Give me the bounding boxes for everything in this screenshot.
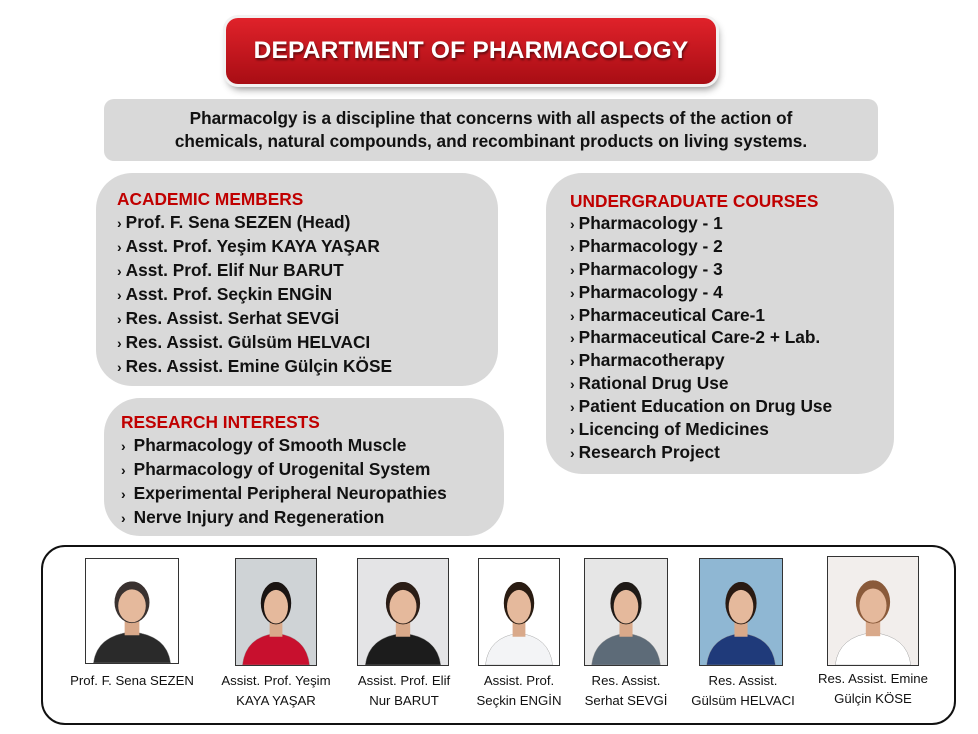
- list-item: [570, 305, 894, 328]
- list-item: [117, 355, 498, 379]
- list-item: [570, 327, 894, 350]
- list-item: [117, 307, 498, 331]
- portrait-image: [700, 559, 782, 665]
- course-name: Licencing of Medicines: [578, 419, 769, 440]
- staff-caption: [566, 671, 686, 711]
- bullet-icon: ›: [121, 510, 126, 526]
- bullet-icon: ›: [570, 399, 575, 416]
- portrait-image: [236, 559, 316, 665]
- portrait-image: [828, 557, 918, 665]
- list-item: [121, 458, 504, 482]
- member-name: Res. Assist. Gülsüm HELVACI: [125, 332, 371, 352]
- list-item: [117, 235, 498, 259]
- research-topic: Nerve Injury and Regeneration: [133, 507, 385, 527]
- staff-photo-gallery: [41, 545, 956, 725]
- research-topic: Experimental Peripheral Neuropathies: [133, 483, 447, 503]
- caption-line-2: Gülsüm HELVACI: [691, 693, 795, 708]
- list-item: [570, 282, 894, 305]
- bullet-icon: ›: [117, 287, 122, 303]
- list-item: [117, 283, 498, 307]
- list-item: [117, 331, 498, 355]
- research-topic: Pharmacology of Urogenital System: [133, 459, 431, 479]
- staff-photo: [584, 558, 668, 666]
- staff-caption: [808, 669, 938, 709]
- staff-caption: [681, 671, 805, 711]
- undergraduate-courses-card: [546, 173, 894, 474]
- academic-members-list: [117, 211, 498, 379]
- page-title: DEPARTMENT OF PHARMACOLOGY: [253, 37, 689, 64]
- portrait-image: [86, 559, 178, 663]
- course-name: Pharmacotherapy: [578, 350, 725, 371]
- bullet-icon: ›: [570, 444, 575, 461]
- caption-line-1: Assist. Prof. Yeşim: [221, 673, 331, 688]
- bullet-icon: ›: [117, 335, 122, 351]
- list-item: [570, 396, 894, 419]
- staff-caption: [339, 671, 469, 711]
- member-name: Asst. Prof. Seçkin ENGİN: [125, 284, 333, 304]
- bullet-icon: ›: [121, 486, 126, 502]
- caption-line-2: Gülçin KÖSE: [834, 691, 912, 706]
- course-name: Pharmacology - 4: [578, 281, 723, 302]
- bullet-icon: ›: [570, 376, 575, 393]
- academic-members-card: [96, 173, 498, 386]
- staff-photo: [827, 556, 919, 666]
- member-name: Asst. Prof. Elif Nur BARUT: [125, 260, 344, 280]
- bullet-icon: ›: [121, 438, 126, 454]
- caption-line-2: KAYA YAŞAR: [236, 693, 316, 708]
- bullet-icon: ›: [570, 238, 575, 255]
- academic-members-heading: ACADEMIC MEMBERS: [117, 189, 304, 209]
- caption-line-1: Res. Assist.: [591, 673, 661, 688]
- course-name: Pharmacology - 1: [578, 212, 723, 233]
- bullet-icon: ›: [117, 359, 122, 375]
- bullet-icon: ›: [570, 261, 575, 278]
- list-item: [570, 419, 894, 442]
- title-banner: [226, 18, 716, 84]
- list-item: [570, 236, 894, 259]
- caption-line-1: Res. Assist.: [708, 673, 778, 688]
- course-name: Pharmacology - 3: [578, 258, 723, 279]
- staff-photo: [357, 558, 449, 666]
- course-name: Pharmaceutical Care-1: [578, 304, 766, 325]
- course-name: Patient Education on Drug Use: [578, 396, 833, 417]
- course-name: Rational Drug Use: [578, 373, 729, 394]
- member-name: Res. Assist. Serhat SEVGİ: [125, 308, 340, 328]
- research-interests-card: [104, 398, 504, 536]
- bullet-icon: ›: [570, 422, 575, 439]
- staff-photo: [478, 558, 560, 666]
- research-topic: Pharmacology of Smooth Muscle: [133, 435, 407, 455]
- bullet-icon: ›: [570, 215, 575, 232]
- list-item: [570, 213, 894, 236]
- undergraduate-courses-heading: UNDERGRADUATE COURSES: [570, 191, 819, 211]
- caption-line-1: Assist. Prof. Elif: [357, 673, 451, 688]
- bullet-icon: ›: [117, 215, 122, 231]
- course-name: Research Project: [578, 441, 720, 462]
- list-item: [570, 373, 894, 396]
- list-item: [117, 259, 498, 283]
- member-name: Prof. F. Sena SEZEN (Head): [125, 212, 351, 232]
- intro-line-2: chemicals, natural compounds, and recombinant products on living systems.: [174, 131, 808, 151]
- caption-line-2: Seçkin ENGİN: [476, 693, 562, 708]
- intro-line-1: Pharmacolgy is a discipline that concerns with all aspects of the action of: [189, 108, 793, 128]
- list-item: [121, 506, 504, 530]
- list-item: [570, 350, 894, 373]
- caption-line-2: Serhat SEVGİ: [584, 693, 668, 708]
- staff-photo: [699, 558, 783, 666]
- list-item: [570, 442, 894, 465]
- list-item: [121, 434, 504, 458]
- bullet-icon: ›: [117, 239, 122, 255]
- bullet-icon: ›: [570, 353, 575, 370]
- course-name: Pharmaceutical Care-2 + Lab.: [578, 327, 821, 348]
- staff-caption: [206, 671, 346, 711]
- staff-caption: [459, 671, 579, 711]
- bullet-icon: ›: [121, 462, 126, 478]
- list-item: [121, 482, 504, 506]
- course-name: Pharmacology - 2: [578, 235, 723, 256]
- caption-line-1: Assist. Prof.: [483, 673, 555, 688]
- research-interests-heading: RESEARCH INTERESTS: [121, 412, 320, 432]
- research-interests-list: [121, 434, 504, 530]
- portrait-image: [585, 559, 667, 665]
- bullet-icon: ›: [570, 284, 575, 301]
- member-name: Asst. Prof. Yeşim KAYA YAŞAR: [125, 236, 380, 256]
- undergraduate-courses-list: [570, 213, 894, 465]
- bullet-icon: ›: [570, 307, 575, 324]
- bullet-icon: ›: [570, 330, 575, 347]
- staff-photo: [235, 558, 317, 666]
- caption-line-1: Res. Assist. Emine: [818, 671, 928, 686]
- staff-caption: [57, 671, 207, 691]
- caption-line-1: Prof. F. Sena SEZEN: [70, 673, 194, 688]
- list-item: [570, 259, 894, 282]
- bullet-icon: ›: [117, 263, 122, 279]
- staff-photo: [85, 558, 179, 664]
- list-item: [117, 211, 498, 235]
- bullet-icon: ›: [117, 311, 122, 327]
- portrait-image: [479, 559, 559, 665]
- intro-box: [104, 99, 878, 161]
- member-name: Res. Assist. Emine Gülçin KÖSE: [125, 356, 393, 376]
- caption-line-2: Nur BARUT: [369, 693, 439, 708]
- portrait-image: [358, 559, 448, 665]
